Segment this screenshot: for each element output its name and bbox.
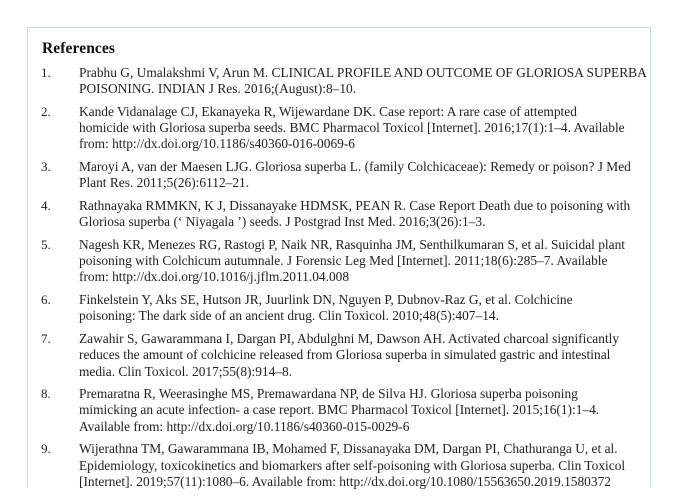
reference-number: 9.	[41, 441, 51, 457]
reference-item-7	[28, 331, 650, 380]
reference-text-line: Rathnayaka RMMKN, K J, Dissanayake HDMSK, PEAN R. Case Report Death due to poisoning with	[79, 197, 631, 213]
reference-text-line: poisoning: The dark side of an ancient drug. Clin Toxicol. 2010;48(5):407–14.	[79, 308, 499, 324]
reference-text-line: Nagesh KR, Menezes RG, Rastogi P, Naik NR, Rasquinha JM, Senthilkumaran S, et al. Suicidal plant	[79, 236, 625, 252]
reference-text-line: Wijerathna TM, Gawarammana IB, Mohamed F, Dissanayaka DM, Dargan PI, Chathuranga U, et al.	[79, 441, 618, 457]
reference-doi-link[interactable]: Available from: http://dx.doi.org/10.1186/s40360-015-0029-6	[79, 418, 410, 434]
reference-text-line: Kande Vidanalage CJ, Ekanayeka R, Wijewardane DK. Case report: A rare case of attempted	[79, 103, 577, 119]
reference-text-line: Zawahir S, Gawarammana I, Dargan PI, Abdulghni M, Dawson AH. Activated charcoal significantly	[79, 330, 620, 346]
reference-text-line: reduces the amount of colchicine released from Gloriosa superba in simulated gastric and intestinal	[79, 347, 611, 363]
reference-number: 8.	[41, 386, 51, 402]
reference-text-line: Prabhu G, Umalakshmi V, Arun M. CLINICAL PROFILE AND OUTCOME OF GLORIOSA SUPERBA	[79, 65, 647, 80]
reference-number: 5.	[41, 236, 51, 252]
reference-text-line: Gloriosa superba (‘ Niyagala ’) seeds. J Postgrad Inst Med. 2016;3(26):1–3.	[79, 214, 486, 230]
references-panel	[27, 27, 651, 487]
reference-text-line: Plant Res. 2011;5(26):6112–21.	[79, 175, 250, 191]
reference-number: 6.	[41, 292, 51, 308]
reference-text-line: POISONING. INDIAN J Res. 2016;(August):8–10.	[79, 81, 357, 97]
reference-text-line: media. Clin Toxicol. 2017;55(8):914–8.	[79, 363, 293, 379]
reference-text-line: Maroyi A, van der Maesen LJG. Gloriosa superba L. (family Colchicaceae): Remedy or poison? J Med	[79, 159, 631, 175]
reference-item-5	[28, 237, 650, 286]
reference-number: 2.	[41, 103, 51, 119]
reference-doi-link[interactable]: from: http://dx.doi.org/10.1186/s40360-016-0069-6	[79, 136, 355, 152]
references-heading: References	[42, 40, 116, 57]
reference-item-4	[28, 198, 650, 231]
reference-item-9	[28, 441, 650, 490]
reference-number: 1.	[41, 65, 51, 80]
reference-text-line: Finkelstein Y, Aks SE, Hutson JR, Juurlink DN, Nguyen P, Dubnov-Raz G, et al. Colchicine	[79, 292, 573, 308]
reference-item-2	[28, 104, 650, 153]
reference-number: 4.	[41, 197, 51, 213]
reference-text-line: homicide with Gloriosa superba seeds. BMC Pharmacol Toxicol [Internet]. 2016;17(1):1–4. Available	[79, 120, 625, 136]
reference-text-line: Premaratna R, Weerasinghe MS, Premawardana NP, de Silva HJ. Gloriosa superba poisoning	[79, 386, 578, 402]
reference-item-8	[28, 386, 650, 435]
reference-number: 3.	[41, 159, 51, 175]
reference-text-line: Epidemiology, toxicokinetics and biomarkers after self-poisoning with Gloriosa superba. Clin Toxicol	[79, 457, 626, 473]
reference-number: 7.	[41, 330, 51, 346]
reference-doi-link[interactable]: from: http://dx.doi.org/10.1016/j.jflm.2011.04.008	[79, 269, 350, 285]
reference-text-line: poisoning with Colchicum autumnale. J Forensic Leg Med [Internet]. 2011;18(6):285–7. Available	[79, 253, 608, 269]
reference-item-1	[28, 65, 650, 98]
reference-item-6	[28, 292, 650, 325]
reference-text-line: mimicking an acute infection- a case report. BMC Pharmacol Toxicol [Internet]. 2015;16(1):1–4.	[79, 402, 600, 418]
reference-item-3	[28, 159, 650, 192]
references-list	[28, 65, 650, 497]
reference-text-line: [Internet]. 2019;57(11):1080–6. Available from: http://dx.doi.org/10.1080/15563650.2019.1580372	[79, 473, 611, 489]
